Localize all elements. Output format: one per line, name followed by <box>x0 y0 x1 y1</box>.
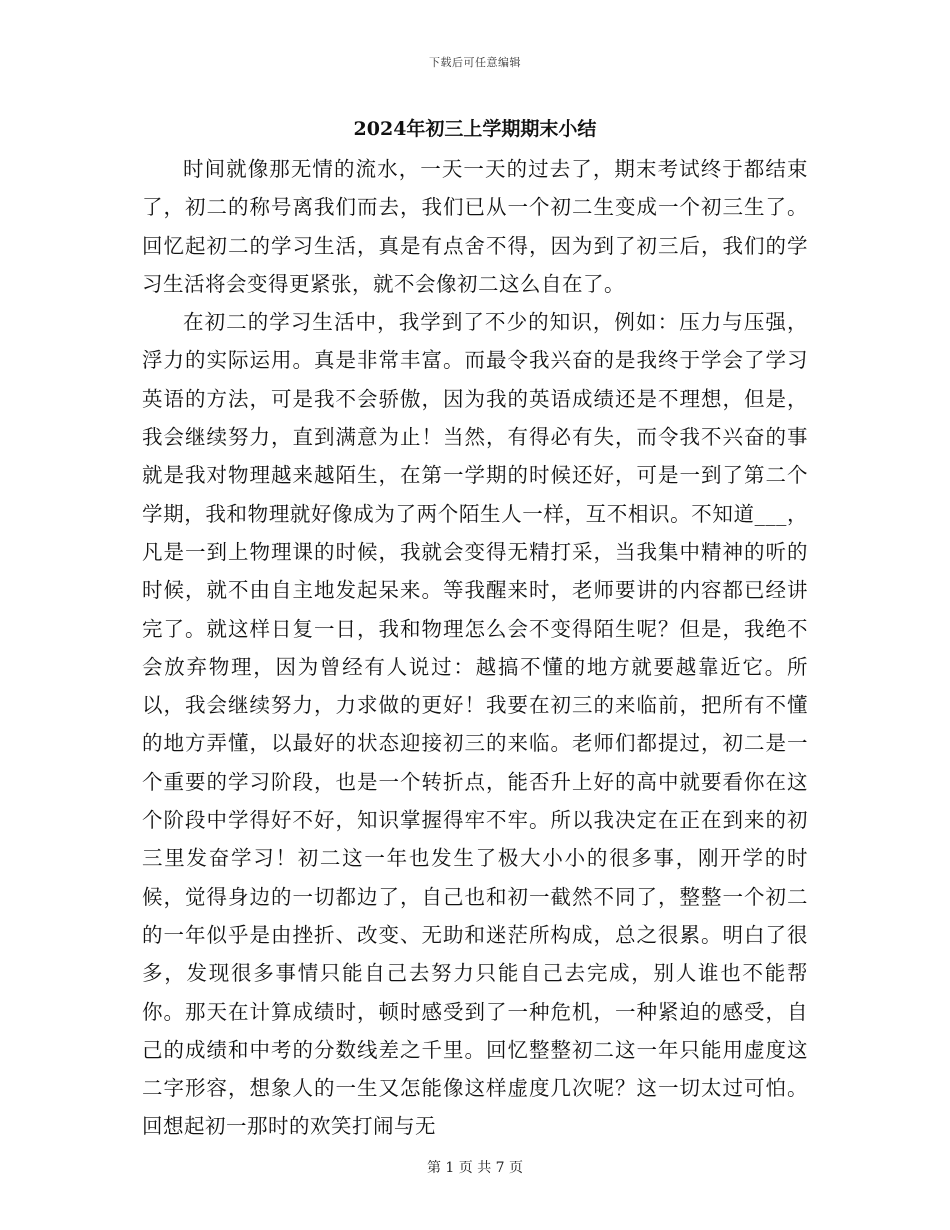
page-number: 第 1 页 共 7 页 <box>426 1160 524 1176</box>
paragraph-2: 在初二的学习生活中，我学到了不少的知识，例如：压力与压强，浮力的实际运用。真是非常丰富。而最令我兴奋的是我终于学会了学习英语的方法，可是我不会骄傲，因为我的英语成绩还是不理想，但是，我会继续努力，直到满意为止！当然，有得必有失，而令我不兴奋的事就是我对物理越来越陌生，在第一学期的时候还好，可是一到了第二个学期，我和物理就好像成为了两个陌生人一样，互不相识。不知道___，凡是一到上物理课的时候，我就会变得无精打采，当我集中精神的听的时候，就不由自主地发起呆来。等我醒来时，老师要讲的内容都已经讲完了。就这样日复一日，我和物理怎么会不变得陌生呢？但是，我绝不会放弃物理，因为曾经有人说过：越搞不懂的地方就要越靠近它。所以，我会继续努力，力求做的更好！我要在初三的来临前，把所有不懂的地方弄懂，以最好的状态迎接初三的来临。老师们都提过，初二是一个重要的学习阶段，也是一个转折点，能否升上好的高中就要看你在这个阶段中学得好不好，知识掌握得牢不牢。所以我决定在正在到来的初三里发奋学习！初二这一年也发生了极大小小的很多事，刚开学的时候，觉得身边的一切都边了，自己也和初一截然不同了，整整一个初二的一年似乎是由挫折、改变、无助和迷茫所构成，总之很累。明白了很多，发现很多事情只能自己去努力只能自己去完成，别人谁也不能帮你。那天在计算成绩时，顿时感受到了一种危机，一种紧迫的感受，自己的成绩和中考的分数线差之千里。回忆整整初二这一年只能用虚度这二字形容，想象人的一生又怎能像这样虚度几次呢？这一切太过可怕。回想起初一那时的欢笑打闹与无 <box>142 310 808 1139</box>
header-note: 下载后可任意编辑 <box>429 56 521 69</box>
document-title: 2024年初三上学期期末小结 <box>353 118 597 140</box>
document-body <box>142 150 808 1146</box>
paragraph-1: 时间就像那无情的流水，一天一天的过去了，期末考试终于都结束了，初二的称号离我们而去，我们已从一个初二生变成一个初三生了。回忆起初二的学习生活，真是有点舍不得，因为到了初三后，我们的学习生活将会变得更紧张，就不会像初二这么自在了。 <box>142 157 808 296</box>
